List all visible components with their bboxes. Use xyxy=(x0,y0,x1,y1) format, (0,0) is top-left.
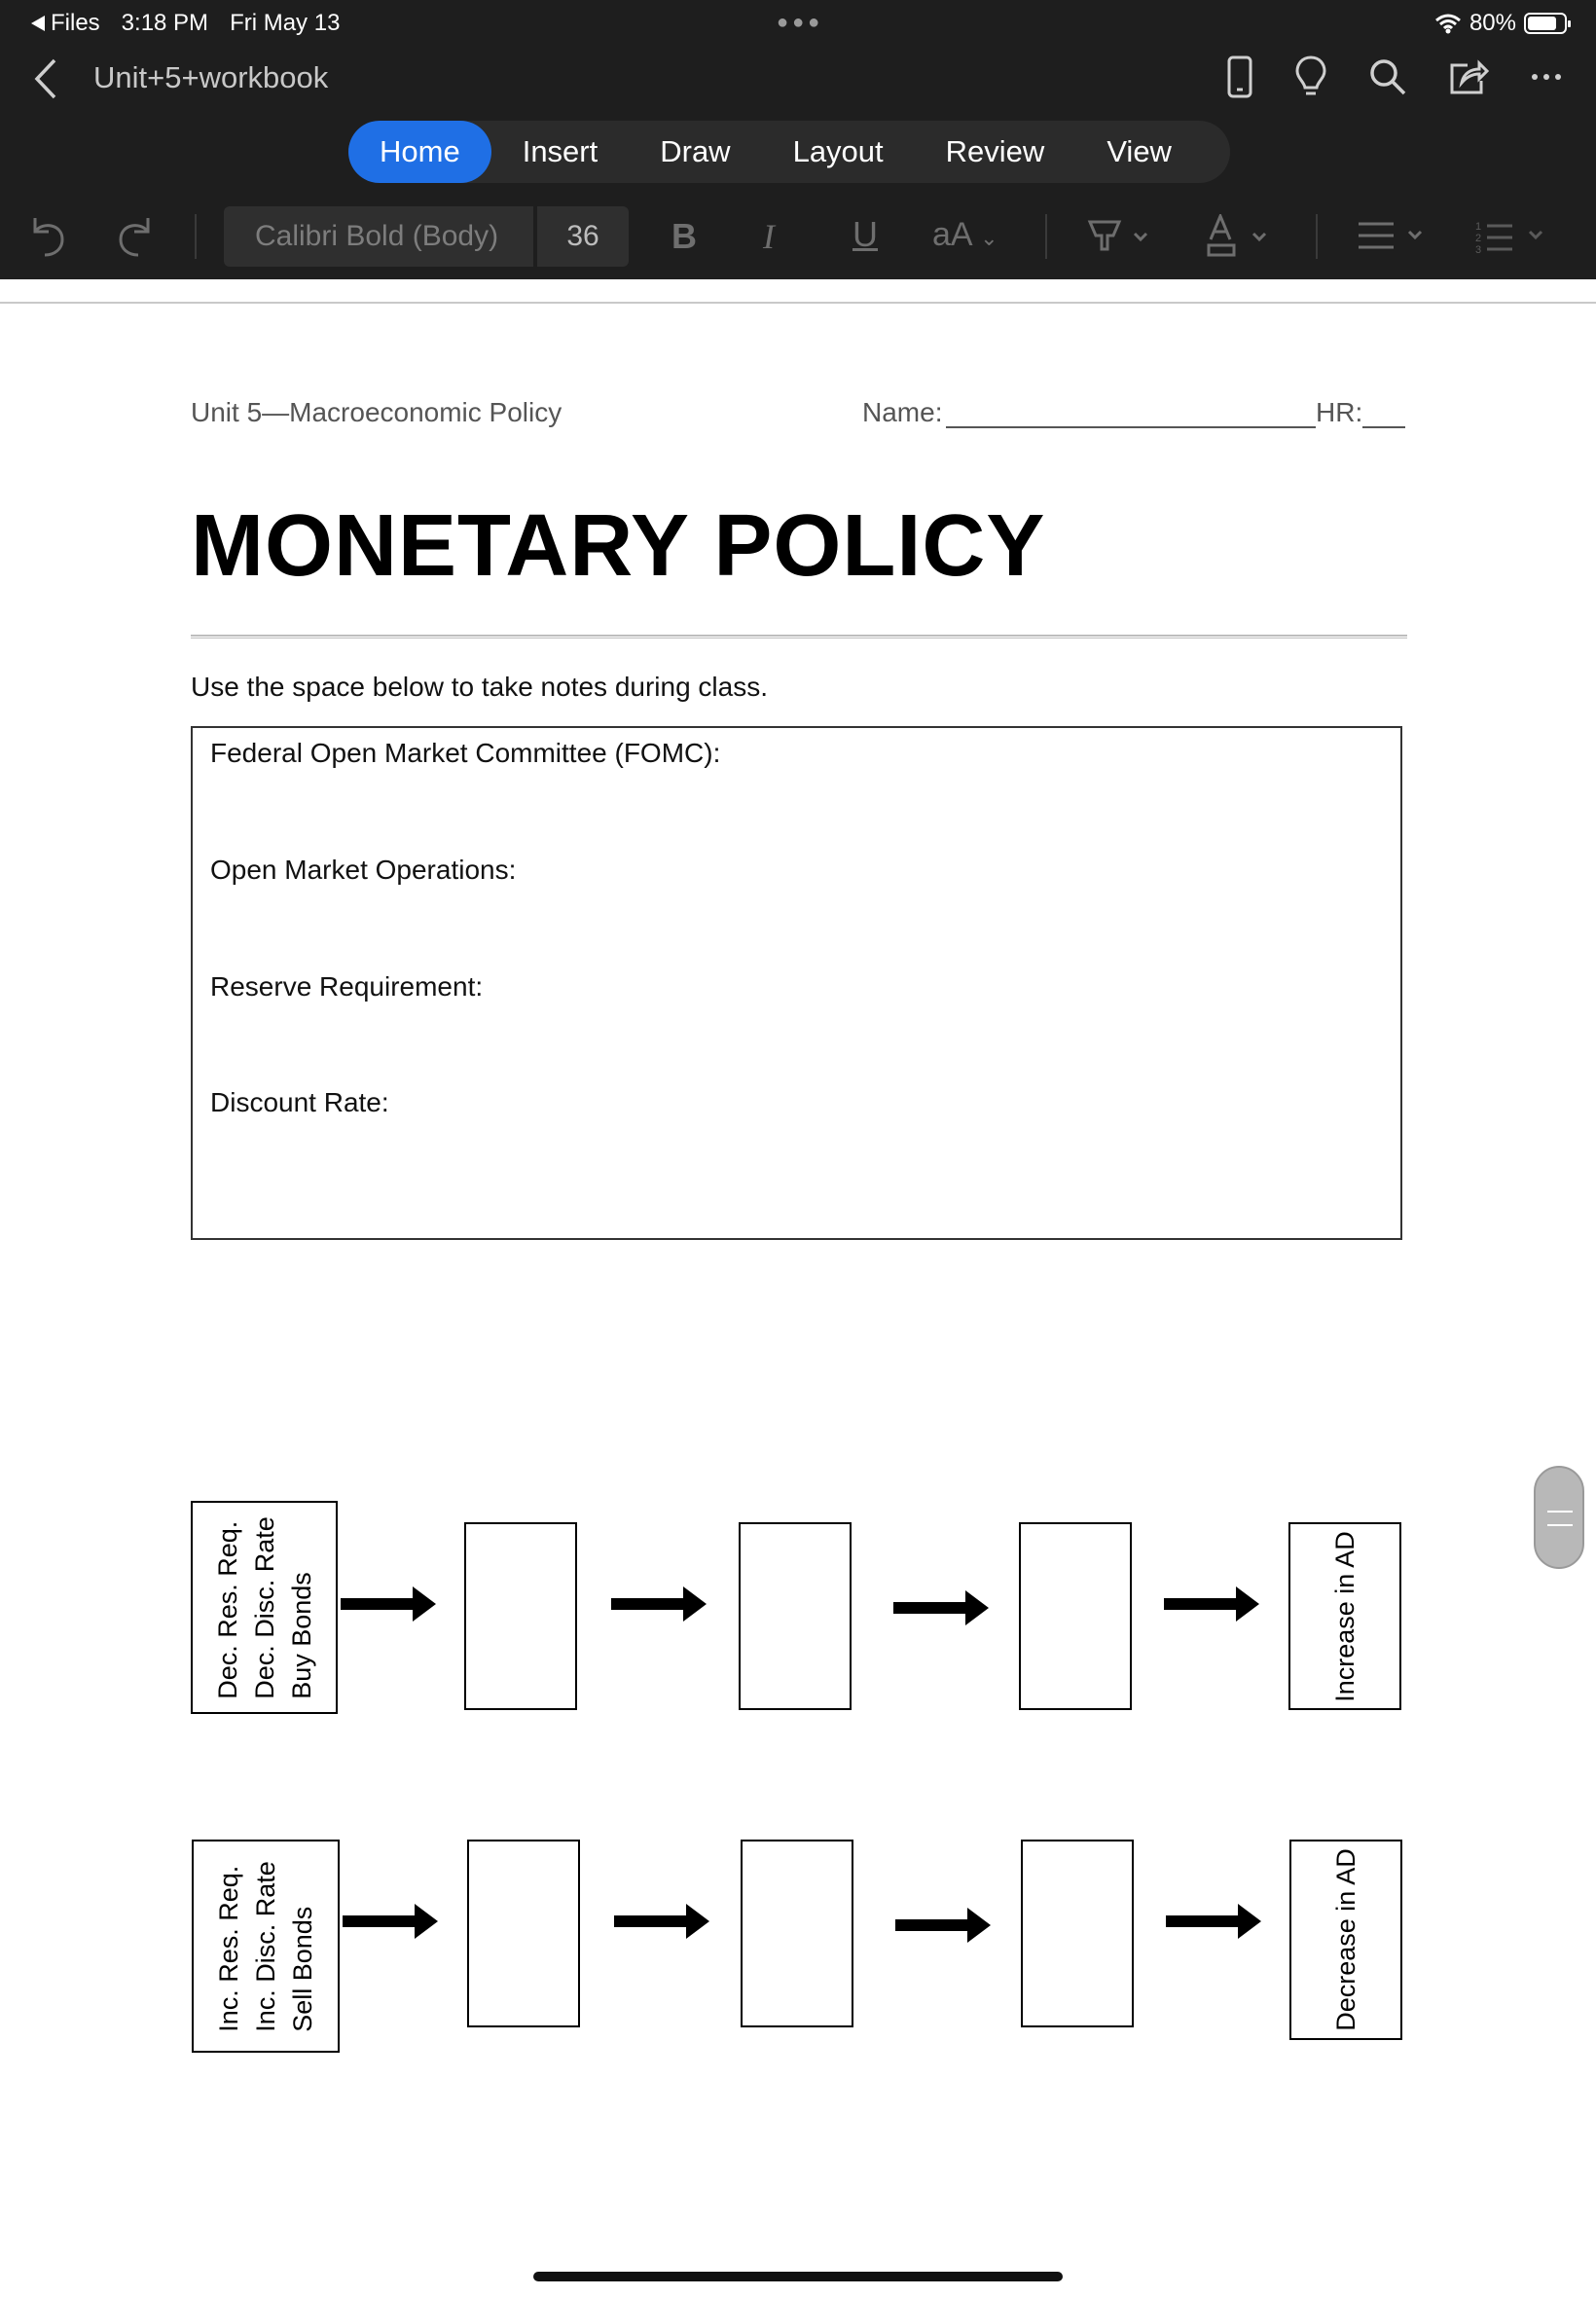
back-chevron-icon[interactable] xyxy=(29,56,62,101)
battery-percent: 80% xyxy=(1469,10,1516,36)
ribbon-tabs xyxy=(348,121,1230,183)
note-discount-label: Discount Rate: xyxy=(210,1087,389,1117)
notes-box[interactable] xyxy=(191,726,1402,1240)
flow2-arrow-4 xyxy=(1166,1900,1263,1943)
toolbar-divider xyxy=(1316,214,1318,259)
tab-home[interactable]: Home xyxy=(348,121,491,183)
search-icon[interactable] xyxy=(1368,57,1407,96)
flow2-line-2: Inc. Disc. Rate xyxy=(251,1860,280,2032)
undo-icon[interactable] xyxy=(27,214,68,259)
flow1-arrow-1 xyxy=(341,1583,438,1625)
status-bar xyxy=(0,0,1596,45)
page-title: MONETARY POLICY xyxy=(191,497,1046,595)
hr-label: HR: xyxy=(1316,397,1363,427)
unit-header: Unit 5—Macroeconomic Policy xyxy=(191,397,562,427)
underline-button[interactable]: U xyxy=(852,214,878,254)
flow2-end-text: Decrease in AD xyxy=(1331,1848,1360,2031)
tab-view[interactable]: View xyxy=(1106,134,1172,168)
numbered-list-icon[interactable] xyxy=(1475,218,1553,257)
font-name-field[interactable]: Calibri Bold (Body) xyxy=(224,206,533,267)
bold-button[interactable]: B xyxy=(671,216,697,256)
toolbar-divider xyxy=(1045,214,1047,259)
font-size-field[interactable]: 36 xyxy=(537,206,629,267)
status-time: 3:18 PM xyxy=(121,10,209,36)
flow2-line-1: Inc. Res. Req. xyxy=(214,1865,243,2032)
share-icon[interactable] xyxy=(1448,57,1489,96)
flow2-start-box xyxy=(192,1840,340,2053)
flow1-line-3: Buy Bonds xyxy=(286,1571,316,1699)
font-color-icon[interactable] xyxy=(1205,214,1273,261)
home-indicator[interactable] xyxy=(533,2272,1063,2281)
name-blank-line xyxy=(946,426,1316,428)
formatting-toolbar xyxy=(0,206,1596,269)
note-reserve-label: Reserve Requirement: xyxy=(210,971,484,1002)
tab-insert[interactable]: Insert xyxy=(522,134,598,168)
flow1-arrow-4 xyxy=(1164,1583,1261,1625)
note-omo-label: Open Market Operations: xyxy=(210,855,517,885)
svg-text:2: 2 xyxy=(1475,233,1482,244)
app-chrome xyxy=(0,0,1596,279)
name-label: Name: xyxy=(862,397,943,427)
chevron-down-icon: ⌄ xyxy=(980,226,998,250)
title-rule xyxy=(191,635,1407,638)
battery-icon xyxy=(1524,13,1567,34)
wifi-icon xyxy=(1434,13,1462,34)
scroll-handle[interactable] xyxy=(1534,1466,1584,1569)
document-page[interactable] xyxy=(0,304,1596,2297)
note-fomc-label: Federal Open Market Committee (FOMC): xyxy=(210,738,721,768)
status-date: Fri May 13 xyxy=(230,10,341,36)
flow2-end-box xyxy=(1289,1840,1402,2040)
multitasking-dots-icon[interactable]: ●●● xyxy=(777,12,824,33)
document-title[interactable]: Unit+5+workbook xyxy=(93,60,329,94)
flow1-start-box xyxy=(191,1501,338,1714)
flow1-line-2: Dec. Disc. Rate xyxy=(249,1515,279,1699)
tab-review[interactable]: Review xyxy=(945,134,1045,168)
flow1-end-box xyxy=(1288,1522,1401,1710)
mobile-view-icon[interactable] xyxy=(1226,55,1253,98)
text-size-label: aA xyxy=(932,216,971,253)
flow2-line-3: Sell Bonds xyxy=(288,1906,317,2032)
grip-line xyxy=(1547,1524,1573,1526)
back-triangle-icon xyxy=(31,16,45,31)
flow2-arrow-2 xyxy=(614,1900,711,1943)
flow1-blank-box-3[interactable] xyxy=(1019,1522,1132,1710)
svg-text:1: 1 xyxy=(1475,221,1482,233)
lightbulb-icon[interactable] xyxy=(1294,55,1327,99)
flow1-arrow-3 xyxy=(893,1586,991,1629)
grip-line xyxy=(1547,1511,1573,1513)
flow2-arrow-1 xyxy=(343,1900,440,1943)
tab-draw[interactable]: Draw xyxy=(660,134,731,168)
flow1-blank-box-1[interactable] xyxy=(464,1522,577,1710)
highlighter-icon[interactable] xyxy=(1086,216,1154,259)
flow1-line-1: Dec. Res. Req. xyxy=(212,1520,242,1699)
text-size-button[interactable] xyxy=(932,216,998,254)
flow2-blank-box-2[interactable] xyxy=(741,1840,853,2027)
flow1-arrow-2 xyxy=(611,1583,708,1625)
title-bar xyxy=(0,45,1596,113)
redo-icon[interactable] xyxy=(115,214,156,259)
tab-layout[interactable]: Layout xyxy=(792,134,884,168)
flow2-blank-box-1[interactable] xyxy=(467,1840,580,2027)
flow2-arrow-3 xyxy=(895,1904,993,1947)
flow2-blank-box-3[interactable] xyxy=(1021,1840,1134,2027)
bullet-list-icon[interactable] xyxy=(1355,218,1433,257)
hr-blank-line xyxy=(1362,426,1405,428)
svg-text:3: 3 xyxy=(1475,244,1482,256)
back-to-files[interactable] xyxy=(31,10,100,37)
flow2-start-text xyxy=(210,1861,321,2032)
flow1-blank-box-2[interactable] xyxy=(739,1522,852,1710)
toolbar-divider xyxy=(195,214,197,259)
instructions-text: Use the space below to take notes during class. xyxy=(191,672,769,702)
flow1-start-text xyxy=(209,1516,320,1699)
more-options-icon[interactable] xyxy=(1530,72,1563,82)
italic-button[interactable]: I xyxy=(763,217,775,256)
flow1-end-text: Increase in AD xyxy=(1330,1530,1360,1702)
back-app-label: Files xyxy=(51,10,100,36)
